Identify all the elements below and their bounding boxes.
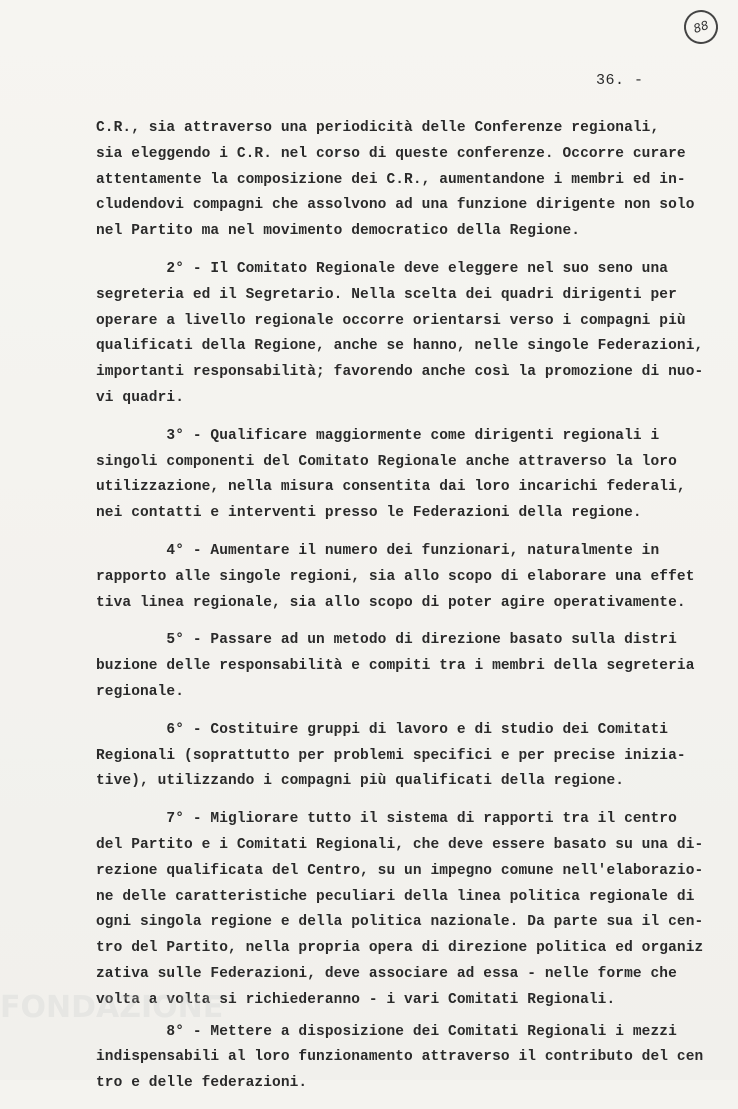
paragraph-point-2 (96, 257, 706, 412)
page-number: 36. - (596, 72, 644, 89)
text-line: regionale. (96, 683, 185, 700)
text-line: C.R., sia attraverso una periodicità delle Conferenze regionali, (96, 120, 660, 136)
text-line: nei contatti e interventi presso le Federazioni della regione. (96, 505, 642, 522)
paragraph-point-7 (96, 807, 706, 1013)
text-line: 7° - Migliorare tutto il sistema di rapporti tra il centro (96, 811, 677, 828)
text-line: 3° - Qualificare maggiormente come dirigenti regionali i (96, 427, 660, 444)
paragraph-point-6 (96, 718, 706, 795)
text-line: importanti responsabilità; favorendo anche così la promozione di nuo- (96, 364, 704, 381)
text-line: operare a livello regionale occorre orientarsi verso i compagni più (96, 312, 686, 329)
text-line: tiva linea regionale, sia allo scopo di poter agire operativamente. (96, 594, 686, 611)
text-line: qualificati della Regione, anche se hanno, nelle singole Federazioni, (96, 338, 704, 355)
text-line: 8° - Mettere a disposizione dei Comitati Regionali i mezzi (96, 1023, 677, 1040)
text-line: 4° - Aumentare il numero dei funzionari, naturalmente in (96, 542, 660, 559)
text-line: zativa sulle Federazioni, deve associare ad essa - nelle forme che (96, 965, 677, 982)
text-line: 6° - Costituire gruppi di lavoro e di studio dei Comitati (96, 721, 669, 738)
paragraph-point-3 (96, 424, 706, 527)
text-line: 2° - Il Comitato Regionale deve eleggere nel suo seno una (96, 260, 669, 277)
text-line: volta a volta si richiederanno - i vari Comitati Regionali. (96, 991, 616, 1008)
text-line: buzione delle responsabilità e compiti tra i membri della segreteria (96, 658, 695, 675)
paragraph-intro (96, 116, 706, 245)
text-line: cludendovi compagni che assolvono ad una funzione dirigente non solo (96, 197, 695, 214)
text-line: nel Partito ma nel movimento democratico della Regione. (96, 223, 581, 240)
text-line: vi quadri. (96, 389, 185, 406)
text-line: sia eleggendo i C.R. nel corso di queste conferenze. Occorre curare (96, 145, 686, 162)
text-line: rezione qualificata del Centro, su un impegno comune nell'elaborazio- (96, 862, 704, 879)
text-line: rapporto alle singole regioni, sia allo scopo di elaborare una effet (96, 568, 695, 585)
text-line: ne delle caratteristiche peculiari della linea politica regionale di (96, 888, 695, 905)
text-line: segreteria ed il Segretario. Nella scelta dei quadri dirigenti per (96, 286, 677, 303)
text-line: tive), utilizzando i compagni più qualificati della regione. (96, 773, 625, 790)
paragraph-point-5 (96, 628, 706, 705)
text-line: 5° - Passare ad un metodo di direzione basato sulla distri (96, 632, 677, 649)
text-line: Regionali (soprattutto per problemi specifici e per precise inizia- (96, 747, 686, 764)
text-line: tro del Partito, nella propria opera di direzione politica ed organiz (96, 940, 704, 957)
paragraph-point-4 (96, 539, 706, 616)
text-line: utilizzazione, nella misura consentita dai loro incarichi federali, (96, 479, 686, 496)
text-line: tro e delle federazioni. (96, 1075, 308, 1092)
text-line: attentamente la composizione dei C.R., aumentandone i membri ed in- (96, 171, 686, 188)
text-line: ogni singola regione e della politica nazionale. Da parte sua il cen- (96, 914, 704, 931)
document-body (96, 116, 706, 1109)
text-line: singoli componenti del Comitato Regionale anche attraverso la loro (96, 453, 677, 470)
watermark: FONDAZIONE (0, 990, 224, 1025)
archive-stamp: 88 (680, 6, 723, 49)
text-line: del Partito e i Comitati Regionali, che deve essere basato su una di- (96, 836, 704, 853)
text-line: indispensabili al loro funzionamento attraverso il contributo del cen (96, 1049, 704, 1066)
